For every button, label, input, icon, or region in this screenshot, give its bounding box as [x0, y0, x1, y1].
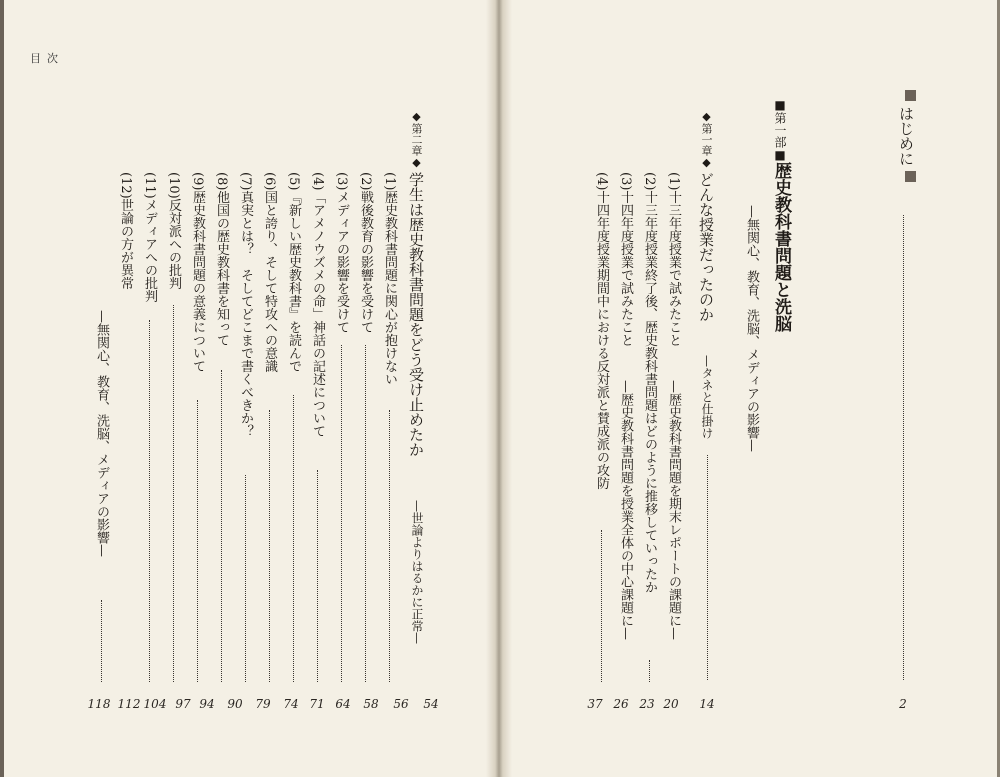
page-number: 58: [363, 697, 379, 711]
page-number: 23: [639, 697, 655, 711]
page-number: 64: [335, 697, 351, 711]
page-number: 37: [587, 697, 603, 711]
toc-item[interactable]: (1)歴史教科書問題に関心が抱けない: [382, 172, 397, 386]
page-number: 14: [699, 697, 715, 711]
square-marker-icon: [905, 90, 916, 101]
page-number: 112: [117, 697, 141, 711]
leader-dots: [221, 370, 222, 682]
toc-item-subtitle: —歴史教科書問題を授業全体の中心課題に—: [618, 380, 633, 640]
page-number: 97: [175, 697, 191, 711]
leader-dots: [149, 320, 150, 682]
toc-item[interactable]: (6)国と誇り、そして特攻への意識: [262, 172, 277, 373]
leader-dots: [173, 305, 174, 682]
toc-item[interactable]: (3)メディアの影響を受けて: [334, 172, 349, 334]
toc-item[interactable]: (11)メディアへの批判: [142, 172, 157, 303]
page-number: 54: [423, 697, 439, 711]
toc-item-subtitle: —無関心、教育、洗脳、メディアの影響—: [94, 310, 109, 557]
page-number: 20: [663, 697, 679, 711]
leader-dots: [903, 215, 904, 680]
leader-dots: [269, 410, 270, 682]
leader-dots: [341, 345, 342, 682]
toc-item[interactable]: (12)世論の方が異常: [118, 172, 133, 290]
toc-item[interactable]: (4)十四年度授業期間中における反対派と賛成派の攻防: [594, 172, 609, 490]
toc-item[interactable]: (2)戦後教育の影響を受けて: [358, 172, 373, 334]
chapter-title[interactable]: 学生は歴史教科書問題をどう受け止めたか: [407, 172, 425, 457]
chapter-title[interactable]: どんな授業だったのか: [697, 172, 715, 322]
leader-dots: [101, 600, 102, 682]
page-number: 2: [899, 697, 907, 711]
chapter-label: ◆第一章◆: [700, 110, 713, 169]
part-title[interactable]: 歴史教科書問題と洗脳: [771, 162, 791, 332]
leader-dots: [707, 455, 708, 680]
chapter-subtitle: —タネと仕掛け: [700, 355, 714, 439]
page-number: 74: [283, 697, 299, 711]
toc-item-subtitle: —歴史教科書問題を期末レポートの課題に—: [666, 380, 681, 640]
page-number: 26: [613, 697, 629, 711]
toc-item[interactable]: (2)十三年度授業終了後、歴史教科書問題はどのように推移していったか: [642, 172, 657, 594]
page-number: 118: [87, 697, 111, 711]
book-gutter: [486, 0, 512, 777]
part-subtitle: —無関心、教育、洗脳、メディアの影響—: [744, 205, 759, 452]
toc-entry-hajimeni[interactable]: [898, 90, 916, 182]
toc-item[interactable]: (5)『新しい歴史教科書』を読んで: [286, 172, 301, 373]
page-number: 56: [393, 697, 409, 711]
leader-dots: [197, 400, 198, 682]
chapter-label: ◆第二章◆: [410, 110, 423, 169]
leader-dots: [365, 345, 366, 682]
leader-dots: [601, 530, 602, 682]
toc-item[interactable]: (3)十四年度授業で試みたこと: [618, 172, 633, 347]
page-number: 79: [255, 697, 271, 711]
leader-dots: [317, 470, 318, 682]
left-edge: [0, 0, 4, 777]
part-label: ■第一部■: [773, 98, 787, 162]
toc-item[interactable]: (1)十三年度授業で試みたこと: [666, 172, 681, 347]
leader-dots: [649, 660, 650, 682]
chapter-subtitle: —世論よりはるかに正常—: [410, 500, 424, 644]
page-number: 90: [227, 697, 243, 711]
leader-dots: [389, 410, 390, 682]
page-number: 94: [199, 697, 215, 711]
toc-item[interactable]: (4)「アメノウズメの命」神話の記述について: [310, 172, 325, 438]
page-number: 104: [143, 697, 167, 711]
toc-item[interactable]: (7)真実とは？ そしてどこまで書くべきか？: [238, 172, 253, 438]
toc-item[interactable]: (10)反対派への批判: [166, 172, 181, 290]
toc-item[interactable]: (9)歴史教科書問題の意義について: [190, 172, 205, 373]
running-head: 目次: [30, 52, 64, 65]
leader-dots: [245, 475, 246, 682]
square-marker-icon: [905, 171, 916, 182]
hajimeni-title: はじめに: [897, 105, 915, 166]
leader-dots: [293, 395, 294, 682]
page-number: 71: [309, 697, 325, 711]
toc-item[interactable]: (8)他国の歴史教科書を知って: [214, 172, 229, 347]
